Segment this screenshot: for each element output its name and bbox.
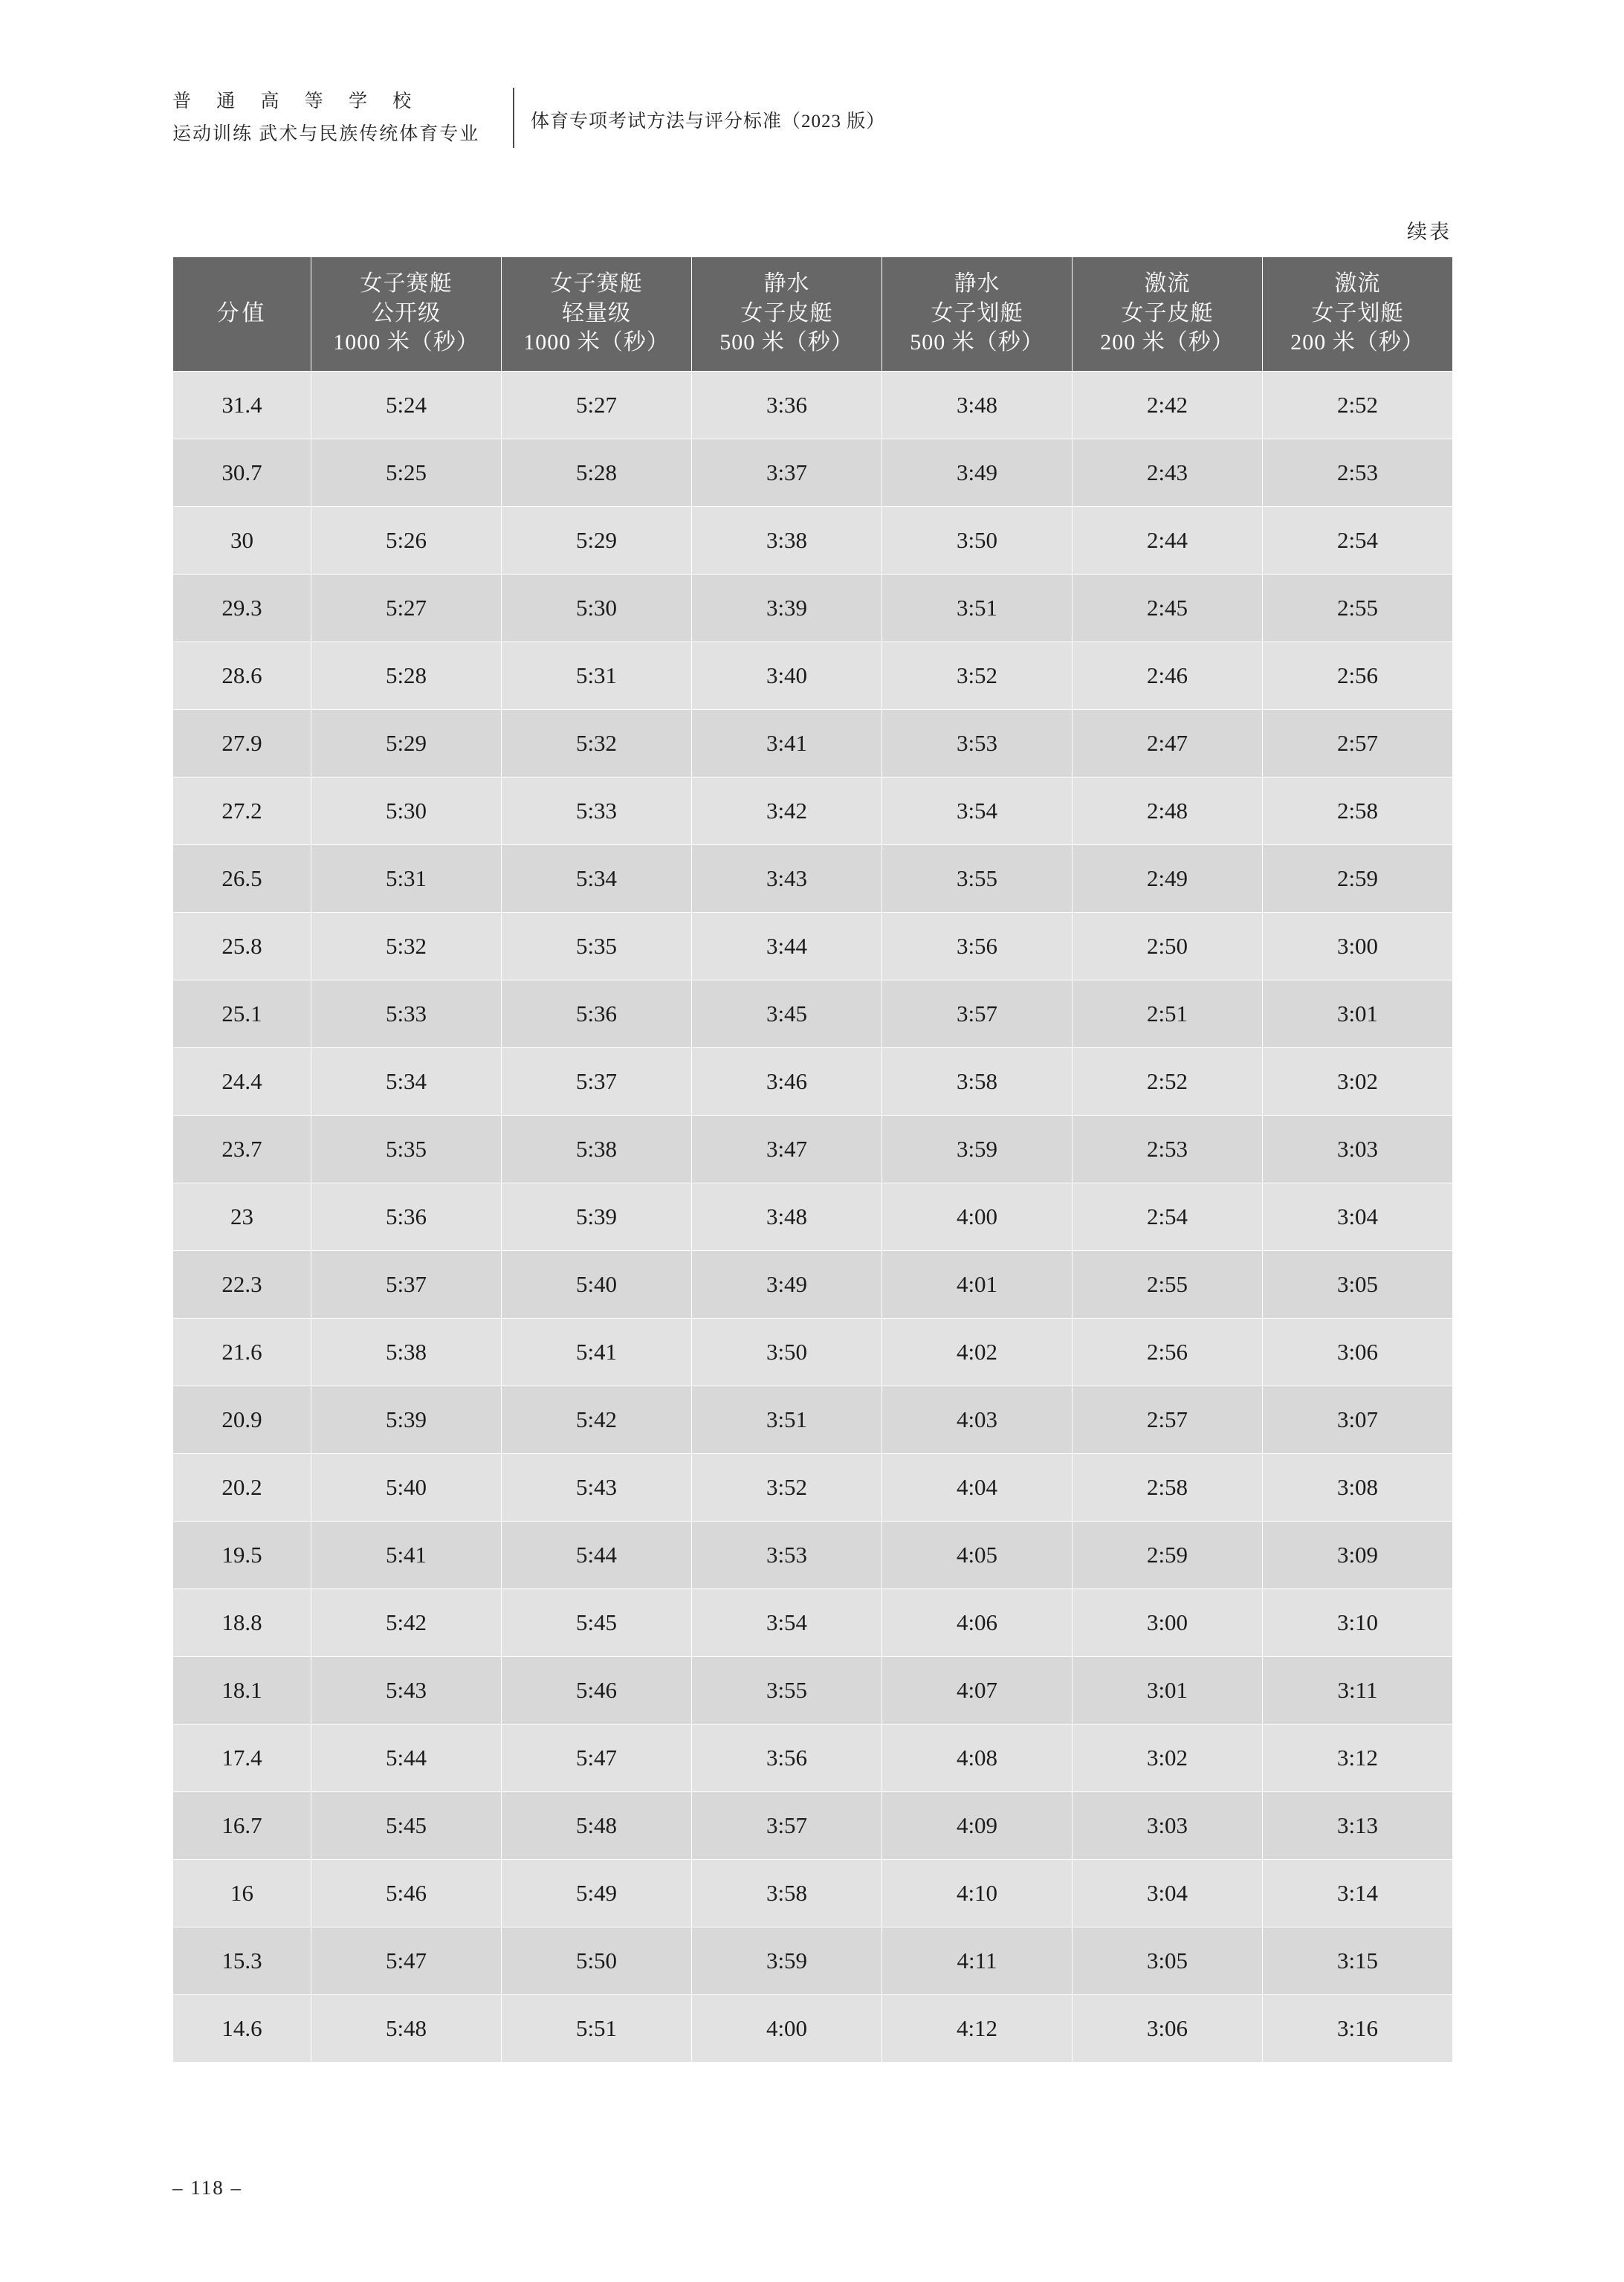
- cell-flatwater-kayak: 3:46: [692, 1047, 882, 1115]
- column-header-rowing-open-line2: 公开级: [372, 300, 441, 326]
- cell-flatwater-kayak: 3:59: [692, 1927, 882, 1994]
- cell-flatwater-kayak: 3:57: [692, 1791, 882, 1859]
- cell-slalom-kayak: 3:04: [1073, 1859, 1263, 1927]
- column-header-slalom-canoe: [1263, 257, 1453, 372]
- cell-score: 24.4: [173, 1047, 311, 1115]
- cell-slalom-canoe: 3:16: [1263, 1994, 1453, 2062]
- column-header-rowing-light-line3: 1000 米（秒）: [523, 330, 670, 355]
- cell-rowing-open: 5:34: [311, 1047, 502, 1115]
- table-row: [173, 574, 1453, 641]
- cell-rowing-light: 5:42: [502, 1386, 692, 1453]
- cell-rowing-light: 5:29: [502, 506, 692, 574]
- cell-flatwater-canoe: 4:05: [882, 1521, 1073, 1588]
- cell-slalom-kayak: 3:02: [1073, 1724, 1263, 1791]
- table-row: [173, 1386, 1453, 1453]
- cell-flatwater-kayak: 4:00: [692, 1994, 882, 2062]
- cell-slalom-kayak: 2:52: [1073, 1047, 1263, 1115]
- cell-slalom-kayak: 2:50: [1073, 912, 1263, 980]
- cell-rowing-light: 5:34: [502, 844, 692, 912]
- cell-slalom-kayak: 3:05: [1073, 1927, 1263, 1994]
- cell-slalom-kayak: 2:44: [1073, 506, 1263, 574]
- table-row: [173, 1588, 1453, 1656]
- table-row: [173, 1927, 1453, 1994]
- cell-slalom-canoe: 2:55: [1263, 574, 1453, 641]
- cell-flatwater-kayak: 3:42: [692, 777, 882, 844]
- cell-rowing-light: 5:40: [502, 1250, 692, 1318]
- cell-slalom-canoe: 3:01: [1263, 980, 1453, 1047]
- cell-slalom-kayak: 2:45: [1073, 574, 1263, 641]
- cell-rowing-light: 5:39: [502, 1183, 692, 1250]
- cell-flatwater-kayak: 3:56: [692, 1724, 882, 1791]
- cell-rowing-light: 5:46: [502, 1656, 692, 1724]
- score-table: [172, 256, 1453, 2063]
- cell-slalom-canoe: 3:14: [1263, 1859, 1453, 1927]
- cell-flatwater-kayak: 3:55: [692, 1656, 882, 1724]
- cell-rowing-open: 5:44: [311, 1724, 502, 1791]
- cell-rowing-open: 5:28: [311, 641, 502, 709]
- page-header: [172, 88, 1451, 148]
- table-row: [173, 777, 1453, 844]
- column-header-rowing-light-line1: 女子赛艇: [550, 271, 643, 296]
- cell-flatwater-canoe: 4:12: [882, 1994, 1073, 2062]
- cell-flatwater-canoe: 3:56: [882, 912, 1073, 980]
- cell-score: 23.7: [173, 1115, 311, 1183]
- cell-flatwater-canoe: 4:01: [882, 1250, 1073, 1318]
- cell-slalom-canoe: 2:53: [1263, 439, 1453, 506]
- cell-flatwater-kayak: 3:39: [692, 574, 882, 641]
- cell-slalom-canoe: 3:09: [1263, 1521, 1453, 1588]
- cell-flatwater-canoe: 3:48: [882, 371, 1073, 439]
- cell-score: 16: [173, 1859, 311, 1927]
- cell-flatwater-canoe: 4:08: [882, 1724, 1073, 1791]
- cell-slalom-kayak: 2:55: [1073, 1250, 1263, 1318]
- cell-rowing-open: 5:31: [311, 844, 502, 912]
- cell-rowing-open: 5:48: [311, 1994, 502, 2062]
- table-row: [173, 1656, 1453, 1724]
- cell-rowing-light: 5:43: [502, 1453, 692, 1521]
- cell-slalom-canoe: 3:12: [1263, 1724, 1453, 1791]
- cell-rowing-light: 5:45: [502, 1588, 692, 1656]
- cell-rowing-open: 5:39: [311, 1386, 502, 1453]
- cell-rowing-open: 5:25: [311, 439, 502, 506]
- column-header-rowing-light-line2: 轻量级: [562, 300, 631, 326]
- table-row: [173, 980, 1453, 1047]
- cell-rowing-light: 5:31: [502, 641, 692, 709]
- cell-rowing-open: 5:38: [311, 1318, 502, 1386]
- cell-flatwater-kayak: 3:51: [692, 1386, 882, 1453]
- cell-flatwater-kayak: 3:58: [692, 1859, 882, 1927]
- cell-score: 27.2: [173, 777, 311, 844]
- cell-flatwater-kayak: 3:36: [692, 371, 882, 439]
- cell-rowing-open: 5:30: [311, 777, 502, 844]
- cell-slalom-canoe: 3:13: [1263, 1791, 1453, 1859]
- cell-rowing-light: 5:28: [502, 439, 692, 506]
- column-header-flatwater-kayak-line3: 500 米（秒）: [719, 330, 854, 355]
- column-header-flatwater-kayak: [692, 257, 882, 372]
- cell-flatwater-canoe: 3:57: [882, 980, 1073, 1047]
- column-header-flatwater-canoe-line3: 500 米（秒）: [910, 330, 1044, 355]
- cell-rowing-light: 5:30: [502, 574, 692, 641]
- cell-rowing-light: 5:36: [502, 980, 692, 1047]
- column-header-slalom-kayak-line1: 激流: [1144, 271, 1191, 296]
- cell-score: 25.8: [173, 912, 311, 980]
- cell-flatwater-canoe: 3:50: [882, 506, 1073, 574]
- column-header-slalom-canoe-line3: 200 米（秒）: [1290, 330, 1425, 355]
- cell-slalom-kayak: 2:57: [1073, 1386, 1263, 1453]
- cell-slalom-kayak: 2:43: [1073, 439, 1263, 506]
- cell-rowing-light: 5:37: [502, 1047, 692, 1115]
- cell-slalom-kayak: 2:46: [1073, 641, 1263, 709]
- table-row: [173, 641, 1453, 709]
- cell-rowing-light: 5:38: [502, 1115, 692, 1183]
- cell-score: 30: [173, 506, 311, 574]
- cell-rowing-open: 5:43: [311, 1656, 502, 1724]
- cell-flatwater-kayak: 3:37: [692, 439, 882, 506]
- cell-slalom-canoe: 3:05: [1263, 1250, 1453, 1318]
- header-institution-line: 普 通 高 等 学 校: [172, 91, 422, 111]
- cell-flatwater-kayak: 3:49: [692, 1250, 882, 1318]
- cell-score: 19.5: [173, 1521, 311, 1588]
- column-header-flatwater-canoe: [882, 257, 1073, 372]
- table-header-row-group: [173, 257, 1453, 372]
- cell-score: 16.7: [173, 1791, 311, 1859]
- cell-score: 20.2: [173, 1453, 311, 1521]
- table-row: [173, 439, 1453, 506]
- cell-score: 31.4: [173, 371, 311, 439]
- header-major-line: 运动训练 武术与民族传统体育专业: [172, 123, 480, 144]
- cell-rowing-open: 5:45: [311, 1791, 502, 1859]
- cell-slalom-canoe: 2:54: [1263, 506, 1453, 574]
- cell-rowing-open: 5:46: [311, 1859, 502, 1927]
- table-row: [173, 709, 1453, 777]
- cell-score: 26.5: [173, 844, 311, 912]
- page-number: – 118 –: [172, 2176, 242, 2199]
- cell-flatwater-canoe: 3:51: [882, 574, 1073, 641]
- table-row: [173, 371, 1453, 439]
- cell-rowing-open: 5:27: [311, 574, 502, 641]
- column-header-slalom-kayak-line3: 200 米（秒）: [1100, 330, 1235, 355]
- cell-slalom-canoe: 3:11: [1263, 1656, 1453, 1724]
- cell-score: 27.9: [173, 709, 311, 777]
- table-row: [173, 1994, 1453, 2062]
- table-row: [173, 1859, 1453, 1927]
- table-row: [173, 1521, 1453, 1588]
- cell-flatwater-canoe: 3:53: [882, 709, 1073, 777]
- cell-flatwater-kayak: 3:45: [692, 980, 882, 1047]
- cell-rowing-open: 5:41: [311, 1521, 502, 1588]
- column-header-slalom-kayak-line2: 女子皮艇: [1121, 300, 1214, 326]
- column-header-slalom-canoe-line2: 女子划艇: [1311, 300, 1404, 326]
- cell-slalom-canoe: 3:03: [1263, 1115, 1453, 1183]
- cell-flatwater-canoe: 4:02: [882, 1318, 1073, 1386]
- cell-slalom-canoe: 2:56: [1263, 641, 1453, 709]
- cell-flatwater-canoe: 4:10: [882, 1859, 1073, 1927]
- column-header-slalom-canoe-line1: 激流: [1334, 271, 1381, 296]
- cell-slalom-kayak: 2:54: [1073, 1183, 1263, 1250]
- cell-slalom-canoe: 2:57: [1263, 709, 1453, 777]
- cell-flatwater-canoe: 3:59: [882, 1115, 1073, 1183]
- cell-score: 17.4: [173, 1724, 311, 1791]
- cell-slalom-kayak: 3:01: [1073, 1656, 1263, 1724]
- cell-flatwater-kayak: 3:48: [692, 1183, 882, 1250]
- cell-rowing-light: 5:35: [502, 912, 692, 980]
- cell-rowing-light: 5:48: [502, 1791, 692, 1859]
- table-row: [173, 912, 1453, 980]
- header-subtitle: 体育专项考试方法与评分标准（2023 版）: [531, 111, 886, 132]
- cell-rowing-open: 5:36: [311, 1183, 502, 1250]
- cell-slalom-kayak: 3:03: [1073, 1791, 1263, 1859]
- cell-rowing-open: 5:24: [311, 371, 502, 439]
- table-row: [173, 1250, 1453, 1318]
- table-body: [173, 371, 1453, 2062]
- cell-flatwater-canoe: 4:03: [882, 1386, 1073, 1453]
- cell-score: 15.3: [173, 1927, 311, 1994]
- table-row: [173, 844, 1453, 912]
- cell-slalom-canoe: 3:00: [1263, 912, 1453, 980]
- cell-slalom-kayak: 3:06: [1073, 1994, 1263, 2062]
- cell-slalom-kayak: 2:51: [1073, 980, 1263, 1047]
- cell-slalom-kayak: 3:00: [1073, 1588, 1263, 1656]
- table-row: [173, 1318, 1453, 1386]
- column-header-score-line1: 分值: [216, 300, 268, 326]
- cell-slalom-canoe: 3:02: [1263, 1047, 1453, 1115]
- column-header-rowing-light: [502, 257, 692, 372]
- table-row: [173, 1183, 1453, 1250]
- column-header-flatwater-kayak-line1: 静水: [763, 271, 810, 296]
- cell-slalom-canoe: 2:58: [1263, 777, 1453, 844]
- cell-flatwater-kayak: 3:38: [692, 506, 882, 574]
- header-title-block: [172, 88, 514, 148]
- cell-flatwater-canoe: 4:11: [882, 1927, 1073, 1994]
- column-header-rowing-open: [311, 257, 502, 372]
- cell-slalom-canoe: 3:07: [1263, 1386, 1453, 1453]
- cell-rowing-open: 5:47: [311, 1927, 502, 1994]
- cell-flatwater-canoe: 4:07: [882, 1656, 1073, 1724]
- table-row: [173, 1047, 1453, 1115]
- cell-slalom-canoe: 3:08: [1263, 1453, 1453, 1521]
- cell-slalom-kayak: 2:59: [1073, 1521, 1263, 1588]
- cell-slalom-kayak: 2:49: [1073, 844, 1263, 912]
- cell-flatwater-kayak: 3:47: [692, 1115, 882, 1183]
- cell-flatwater-canoe: 4:04: [882, 1453, 1073, 1521]
- cell-rowing-light: 5:33: [502, 777, 692, 844]
- cell-rowing-open: 5:42: [311, 1588, 502, 1656]
- cell-score: 29.3: [173, 574, 311, 641]
- cell-slalom-canoe: 3:04: [1263, 1183, 1453, 1250]
- cell-rowing-open: 5:35: [311, 1115, 502, 1183]
- cell-slalom-canoe: 3:06: [1263, 1318, 1453, 1386]
- cell-score: 25.1: [173, 980, 311, 1047]
- cell-slalom-kayak: 2:42: [1073, 371, 1263, 439]
- column-header-flatwater-canoe-line2: 女子划艇: [931, 300, 1023, 326]
- cell-slalom-kayak: 2:47: [1073, 709, 1263, 777]
- cell-flatwater-kayak: 3:54: [692, 1588, 882, 1656]
- cell-rowing-light: 5:44: [502, 1521, 692, 1588]
- table-header-row: [173, 257, 1453, 372]
- cell-flatwater-canoe: 3:52: [882, 641, 1073, 709]
- cell-flatwater-canoe: 3:54: [882, 777, 1073, 844]
- cell-slalom-canoe: 3:15: [1263, 1927, 1453, 1994]
- cell-flatwater-kayak: 3:44: [692, 912, 882, 980]
- cell-rowing-light: 5:32: [502, 709, 692, 777]
- cell-score: 18.1: [173, 1656, 311, 1724]
- cell-score: 28.6: [173, 641, 311, 709]
- cell-rowing-open: 5:33: [311, 980, 502, 1047]
- score-table-container: [172, 256, 1452, 2063]
- column-header-rowing-open-line3: 1000 米（秒）: [333, 330, 479, 355]
- continued-table-label: 续表: [1407, 221, 1452, 243]
- cell-flatwater-kayak: 3:40: [692, 641, 882, 709]
- column-header-score: [173, 257, 311, 372]
- cell-rowing-light: 5:27: [502, 371, 692, 439]
- page-footer: [172, 2176, 242, 2199]
- cell-rowing-light: 5:50: [502, 1927, 692, 1994]
- cell-rowing-open: 5:26: [311, 506, 502, 574]
- table-row: [173, 506, 1453, 574]
- cell-flatwater-canoe: 4:06: [882, 1588, 1073, 1656]
- cell-slalom-kayak: 2:48: [1073, 777, 1263, 844]
- cell-score: 18.8: [173, 1588, 311, 1656]
- cell-rowing-light: 5:41: [502, 1318, 692, 1386]
- column-header-flatwater-canoe-line1: 静水: [954, 271, 1000, 296]
- cell-flatwater-kayak: 3:52: [692, 1453, 882, 1521]
- cell-score: 22.3: [173, 1250, 311, 1318]
- table-row: [173, 1115, 1453, 1183]
- cell-flatwater-canoe: 4:09: [882, 1791, 1073, 1859]
- cell-slalom-canoe: 2:52: [1263, 371, 1453, 439]
- table-row: [173, 1453, 1453, 1521]
- cell-slalom-canoe: 3:10: [1263, 1588, 1453, 1656]
- cell-score: 20.9: [173, 1386, 311, 1453]
- cell-rowing-open: 5:37: [311, 1250, 502, 1318]
- cell-flatwater-kayak: 3:41: [692, 709, 882, 777]
- cell-slalom-kayak: 2:53: [1073, 1115, 1263, 1183]
- cell-flatwater-canoe: 4:00: [882, 1183, 1073, 1250]
- cell-slalom-kayak: 2:58: [1073, 1453, 1263, 1521]
- table-row: [173, 1791, 1453, 1859]
- cell-flatwater-kayak: 3:53: [692, 1521, 882, 1588]
- column-header-slalom-kayak: [1073, 257, 1263, 372]
- table-row: [173, 1724, 1453, 1791]
- cell-flatwater-canoe: 3:49: [882, 439, 1073, 506]
- cell-slalom-kayak: 2:56: [1073, 1318, 1263, 1386]
- cell-rowing-open: 5:29: [311, 709, 502, 777]
- cell-flatwater-kayak: 3:50: [692, 1318, 882, 1386]
- cell-score: 23: [173, 1183, 311, 1250]
- cell-flatwater-canoe: 3:58: [882, 1047, 1073, 1115]
- cell-rowing-open: 5:32: [311, 912, 502, 980]
- column-header-rowing-open-line1: 女子赛艇: [360, 271, 453, 296]
- cell-score: 14.6: [173, 1994, 311, 2062]
- cell-score: 21.6: [173, 1318, 311, 1386]
- cell-flatwater-canoe: 3:55: [882, 844, 1073, 912]
- cell-flatwater-kayak: 3:43: [692, 844, 882, 912]
- cell-score: 30.7: [173, 439, 311, 506]
- cell-rowing-open: 5:40: [311, 1453, 502, 1521]
- cell-rowing-light: 5:47: [502, 1724, 692, 1791]
- cell-rowing-light: 5:51: [502, 1994, 692, 2062]
- cell-rowing-light: 5:49: [502, 1859, 692, 1927]
- column-header-flatwater-kayak-line2: 女子皮艇: [740, 300, 833, 326]
- cell-slalom-canoe: 2:59: [1263, 844, 1453, 912]
